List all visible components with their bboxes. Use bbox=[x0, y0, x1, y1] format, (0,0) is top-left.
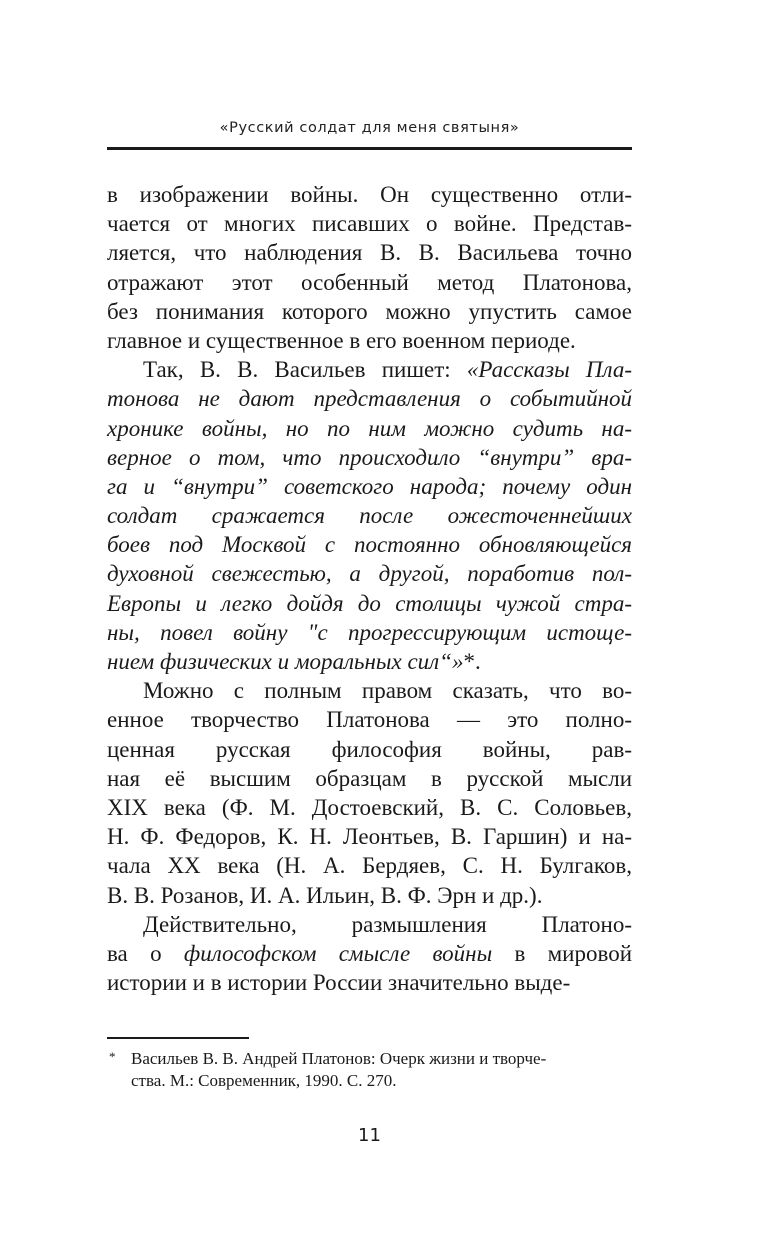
text-line bbox=[107, 851, 632, 880]
paragraph bbox=[107, 676, 632, 910]
text-line bbox=[107, 735, 632, 764]
footnote-line: ства. М.: Современник, 1990. С. 270. bbox=[131, 1071, 397, 1090]
paragraph bbox=[107, 355, 632, 676]
text-run: ва о bbox=[107, 940, 184, 966]
italic-text: тонова не дают представления о событийной bbox=[107, 386, 632, 412]
text-line bbox=[107, 414, 632, 443]
text-line bbox=[107, 881, 632, 910]
text-line bbox=[107, 501, 632, 530]
text-run: Так, В. В. Васильев пишет: bbox=[143, 357, 467, 383]
text-run: в мировой bbox=[492, 940, 633, 966]
text-run: чала XX века (Н. А. Бердяев, С. Н. Булгаков, bbox=[107, 853, 632, 879]
text-line bbox=[107, 180, 632, 209]
text-run: без понимания которого можно упустить самое bbox=[107, 298, 632, 324]
italic-text: духовной свежестью, а другой, поработив пол- bbox=[107, 561, 632, 587]
text-line bbox=[107, 647, 632, 676]
text-run: ценная русская философия войны, рав- bbox=[107, 736, 632, 762]
italic-text: хронике войны, но по ним можно судить на- bbox=[107, 415, 632, 441]
italic-text: верное о том, что происходило “внутри” вра- bbox=[107, 444, 632, 470]
text-run: ная её высшим образцам в русской мысли bbox=[107, 765, 632, 791]
text-line bbox=[107, 618, 632, 647]
text-run: истории и в истории России значительно выде- bbox=[107, 970, 571, 996]
footnote-line: Васильев В. В. Андрей Платонов: Очерк жизни и творче- bbox=[131, 1049, 547, 1068]
text-run: Можно с полным правом сказать, что во- bbox=[143, 678, 632, 704]
text-run: енное творчество Платонова — это полно- bbox=[107, 707, 632, 733]
italic-text: га и “внутри” советского народа; почему один bbox=[107, 473, 632, 499]
text-line bbox=[107, 384, 632, 413]
text-run: В. В. Розанов, И. А. Ильин, В. Ф. Эрн и др.). bbox=[107, 882, 543, 908]
text-line bbox=[107, 705, 632, 734]
italic-text: нием физических и моральных сил“» bbox=[107, 649, 464, 674]
text-run: Н. Ф. Федоров, К. Н. Леонтьев, В. Гаршин) и на- bbox=[107, 824, 632, 850]
text-line bbox=[107, 939, 632, 968]
text-line bbox=[107, 676, 632, 705]
text-line bbox=[107, 238, 632, 267]
paragraph bbox=[107, 180, 632, 355]
text-line bbox=[107, 326, 632, 355]
text-line bbox=[107, 355, 632, 384]
body-text bbox=[107, 180, 632, 997]
text-line bbox=[107, 297, 632, 326]
footnote bbox=[107, 1048, 632, 1092]
text-line bbox=[107, 268, 632, 297]
text-line bbox=[107, 472, 632, 501]
text-line bbox=[107, 910, 632, 939]
text-line bbox=[107, 443, 632, 472]
text-line bbox=[107, 589, 632, 618]
text-line bbox=[107, 968, 632, 997]
text-run: XIX века (Ф. М. Достоевский, В. С. Соловьев, bbox=[107, 794, 632, 820]
italic-text: солдат сражается после ожесточеннейших bbox=[107, 503, 632, 529]
text-run: чается от многих писавших о войне. Представ- bbox=[107, 211, 632, 237]
text-line bbox=[107, 764, 632, 793]
text-line bbox=[107, 530, 632, 559]
text-run: главное и существенное в его военном периоде. bbox=[107, 327, 576, 353]
italic-text: «Рассказы Пла- bbox=[466, 357, 632, 383]
text-run: *. bbox=[463, 649, 481, 674]
paragraph bbox=[107, 910, 632, 998]
header-rule bbox=[107, 147, 632, 150]
italic-text: философском смысле войны bbox=[183, 940, 493, 966]
text-run: отражают этот особенный метод Платонова, bbox=[107, 269, 632, 295]
italic-text: ны, повел войну "с прогрессирующим истоще- bbox=[107, 619, 632, 645]
text-run: ляется, что наблюдения В. В. Васильева точно bbox=[107, 240, 632, 266]
page-number: 11 bbox=[358, 1125, 381, 1146]
italic-text: боев под Москвой с постоянно обновляющейся bbox=[107, 532, 632, 558]
footnote-rule bbox=[107, 1037, 249, 1039]
running-head: «Русский солдат для меня святыня» bbox=[219, 120, 520, 136]
text-line bbox=[107, 209, 632, 238]
footnote-marker: * bbox=[109, 1049, 116, 1064]
text-run: в изображении войны. Он существенно отли- bbox=[107, 182, 632, 207]
text-line bbox=[107, 559, 632, 588]
text-run: Действительно, размышления Платоно- bbox=[143, 911, 632, 937]
italic-text: Европы и легко дойдя до столицы чужой стра- bbox=[107, 590, 632, 616]
text-line bbox=[107, 793, 632, 822]
text-line bbox=[107, 822, 632, 851]
